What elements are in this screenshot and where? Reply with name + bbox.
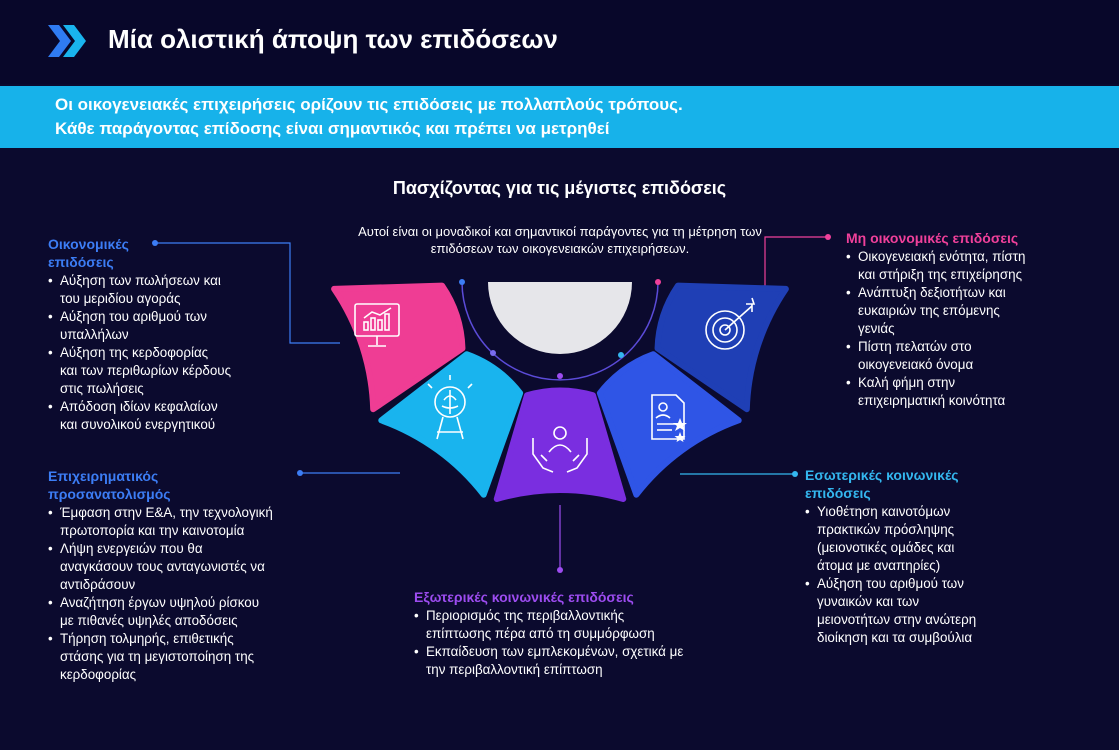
section-financial [48,235,278,434]
section-internal [805,466,1025,647]
list-item: • Απόδοση ιδίων κεφαλαίων και συνολικού ενεργητικού [48,398,278,434]
list-item: • Καλή φήμη στην επιχειρηματική κοινότητα [846,374,1076,410]
list-item: • Τήρηση τολμηρής, επιθετικής στάσης για τη μεγιστοποίηση της κερδοφορίας [48,630,323,684]
list-item: • Αύξηση της κερδοφορίας και των περιθωρίων κέρδους στις πωλήσεις [48,344,278,398]
section-business-list [48,504,323,684]
list-item: • Οικογενειακή ενότητα, πίστη και στήριξη της επιχείρησης [846,248,1076,284]
list-item: • Έμφαση στην Ε&Α, την τεχνολογική πρωτοπορία και την καινοτομία [48,504,323,540]
section-nonfinancial-title [846,229,1076,247]
section-nonfinancial-list [846,248,1076,410]
list-item: • Αύξηση του αριθμού των γυναικών και των μειονοτήτων στην ανώτερη διοίκηση και τα συμβούλια [805,575,1025,647]
diagram-subtitle: Πασχίζοντας για τις μέγιστες επιδόσεις [392,178,727,198]
list-item: • Υιοθέτηση καινοτόμων πρακτικών πρόσληψης (μειονοτικές ομάδες και άτομα με αναπηρίες) [805,503,1025,575]
section-financial-title [48,235,278,271]
list-item: • Αναζήτηση έργων υψηλού ρίσκου με πιθανές υψηλές αποδόσεις [48,594,323,630]
section-internal-title [805,466,1025,502]
section-nonfinancial-title-line: Μη οικονομικές επιδόσεις [846,230,1019,246]
list-item: • Ανάπτυξη δεξιοτήτων και ευκαιριών της επόμενης γενιάς [846,284,1076,338]
section-financial-title-line: επιδόσεις [48,254,114,270]
section-external-title [414,588,744,606]
list-item: • Περιορισμός της περιβαλλοντικής επίπτωσης πέρα από τη συμμόρφωση [414,607,744,643]
list-item: • Αύξηση του αριθμού των υπαλλήλων [48,308,278,344]
list-item: • Εκπαίδευση των εμπλεκομένων, σχετικά με την περιβαλλοντική επίπτωση [414,643,744,679]
section-internal-title-line: Εσωτερικές κοινωνικές [805,467,959,483]
section-external [414,588,744,679]
section-business-title-line: προσανατολισμός [48,486,171,502]
banner-line-1: Οι οικογενειακές επιχειρήσεις ορίζουν τις επιδόσεις με πολλαπλούς τρόπους. [55,95,683,114]
page-title: Μία ολιστική άποψη των επιδόσεων [108,24,558,54]
section-internal-title-line: επιδόσεις [805,485,871,501]
section-business [48,467,323,684]
list-item: • Λήψη ενεργειών που θα αναγκάσουν τους ανταγωνιστές να αντιδράσουν [48,540,323,594]
center-half-circle [488,282,632,354]
section-financial-title-line: Οικονομικές [48,236,129,252]
section-business-title-line: Επιχειρηματικός [48,468,159,484]
banner-line-2: Κάθε παράγοντας επίδοσης είναι σημαντικός και πρέπει να μετρηθεί [55,119,610,138]
section-financial-list [48,272,278,434]
diagram-intro: Αυτοί είναι οι μοναδικοί και σημαντικοί παράγοντες για τη μέτρηση των επιδόσεων των οικογενειακών επιχειρήσεων. [358,224,762,256]
section-nonfinancial [846,229,1076,410]
section-business-title [48,467,323,503]
section-external-list [414,607,744,679]
list-item: • Πίστη πελατών στο οικογενειακό όνομα [846,338,1076,374]
section-internal-list [805,503,1025,647]
list-item: • Αύξηση των πωλήσεων και του μεριδίου αγοράς [48,272,278,308]
section-external-title-line: Εξωτερικές κοινωνικές επιδόσεις [414,589,634,605]
